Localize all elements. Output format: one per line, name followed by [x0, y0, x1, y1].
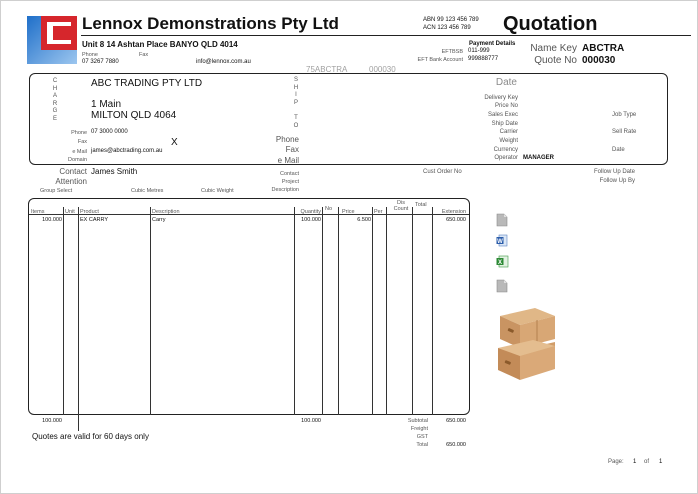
row-description: Carry [152, 217, 166, 223]
company-acn: ACN 123 456 789 [423, 25, 471, 31]
pager-total: 1 [659, 459, 663, 465]
total-value: 650.000 [446, 442, 466, 448]
cubic-weight-label: Cubic Weight [201, 188, 234, 194]
currency-label: Currency [493, 147, 518, 153]
name-key-value: ABCTRA [582, 43, 625, 54]
delivery-key-label: Delivery Key [484, 95, 518, 101]
charge-side-label: C H A R G E [52, 78, 58, 122]
excel-icon[interactable] [496, 255, 509, 268]
company-phone: 07 3267 7880 [82, 59, 119, 65]
cubic-metres-label: Cubic Metres [131, 188, 164, 194]
watermark-key: 75ABCTRA [306, 65, 348, 74]
col-no: No [325, 206, 333, 212]
description-label: Description [271, 187, 299, 193]
bill-email: james@abctrading.com.au [91, 148, 163, 154]
row-product: EX CARRY [80, 217, 109, 223]
eftbsb-value: 011-999 [468, 48, 490, 54]
col-extension: Extension [441, 209, 466, 215]
col-description: Description [152, 209, 180, 215]
doc-title: Quotation [503, 13, 598, 35]
follow-up-by-label: Follow Up By [599, 178, 635, 184]
quote-no-label: Quote No [534, 55, 577, 66]
row-quantity: 100.000 [301, 217, 321, 223]
eft-account-value: 999888777 [468, 56, 499, 62]
bill-to-line1: 1 Main [91, 99, 122, 110]
ship-date-label: Ship Date [491, 121, 518, 127]
col-product: Product [80, 209, 99, 215]
pager-label: Page: [608, 459, 624, 465]
group-select-label: Group Select [40, 188, 73, 194]
document-icon[interactable] [496, 213, 508, 227]
operator-label: Operator [494, 155, 518, 161]
operator-value: MANAGER [523, 155, 554, 161]
items-table [28, 198, 470, 415]
col-per: Per [374, 209, 383, 215]
subtotal-value: 650.000 [446, 418, 466, 424]
word-icon[interactable] [496, 234, 508, 247]
payment-title: Payment Details [469, 41, 516, 47]
name-key-label: Name Key [530, 43, 577, 54]
ship-x-mark: X [171, 137, 178, 148]
ship-fax-label: Fax [285, 145, 299, 154]
col-dis-count: Dis Count [393, 200, 409, 212]
company-name: Lennox Demonstrations Pty Ltd [82, 14, 339, 33]
svg-text:X: X [497, 260, 503, 266]
subtotal-label: Subtotal [407, 418, 428, 424]
quote-no-value: 000030 [582, 55, 616, 66]
attention-label: Attention [55, 177, 87, 186]
sales-exec-label: Sales Exec [487, 112, 518, 118]
company-abn: ABN 99 123 456 789 [423, 17, 479, 23]
project-label: Project [281, 179, 299, 185]
cust-order-label: Cust Order No [423, 169, 462, 175]
right-date-label: Date [612, 147, 625, 153]
ship-to-side-label: S H I P T O [293, 77, 299, 129]
col-price: Price [342, 209, 355, 215]
company-address: Unit 8 14 Ashtan Place BANYO QLD 4014 [82, 40, 238, 49]
col-quantity: Quantity [300, 209, 321, 215]
document-icon[interactable] [496, 279, 508, 293]
boxes-image [495, 306, 559, 384]
pager-current: 1 [633, 459, 637, 465]
watermark-no: 000030 [369, 65, 396, 74]
eft-account-label: EFT Bank Account [417, 57, 463, 63]
validity-note: Quotes are valid for 60 days only [32, 432, 149, 441]
col-unit: Unit [65, 209, 75, 215]
bill-domain-label: Domain [68, 157, 87, 163]
bill-email-label: e Mail [72, 149, 87, 155]
svg-text:W: W [497, 239, 503, 245]
bill-to-name: ABC TRADING PTY LTD [91, 78, 203, 89]
footer-qty-total: 100.000 [301, 418, 321, 424]
ship-email-label: e Mail [277, 156, 299, 165]
company-fax-label: Fax [139, 52, 149, 58]
row-price: 6.500 [357, 217, 371, 223]
bill-fax-label: Fax [77, 139, 87, 145]
gst-label: GST [416, 434, 428, 440]
company-logo [27, 16, 77, 64]
price-no-label: Price No [494, 103, 518, 109]
weight-label: Weight [499, 138, 518, 144]
eftbsb-label: EFTBSB [441, 49, 463, 55]
follow-up-date-label: Follow Up Date [593, 169, 635, 175]
contact-value: James Smith [91, 167, 138, 176]
pager-of: of [644, 459, 650, 465]
header-rule [81, 35, 691, 36]
bill-phone: 07 3000 0000 [91, 129, 128, 135]
col-item: Items [31, 209, 45, 215]
company-phone-label: Phone [82, 52, 98, 58]
contact2-label: Contact [280, 171, 299, 177]
col-total: Total [415, 202, 427, 208]
row-extension: 650.000 [446, 217, 466, 223]
ship-phone-label: Phone [275, 135, 299, 144]
carrier-label: Carrier [499, 129, 518, 135]
bill-to-line2: MILTON QLD 4064 [91, 110, 177, 121]
footer-item-total: 100.000 [42, 418, 62, 424]
contact-label: Contact [59, 167, 87, 176]
sell-rate-label: Sell Rate [612, 129, 637, 135]
row-item: 100.000 [42, 217, 62, 223]
job-type-label: Job Type [612, 112, 637, 118]
date-label: Date [495, 77, 517, 88]
total-label: Total [416, 442, 428, 448]
freight-label: Freight [410, 426, 428, 432]
company-email: info@lennox.com.au [196, 59, 251, 65]
bill-phone-label: Phone [71, 130, 87, 136]
